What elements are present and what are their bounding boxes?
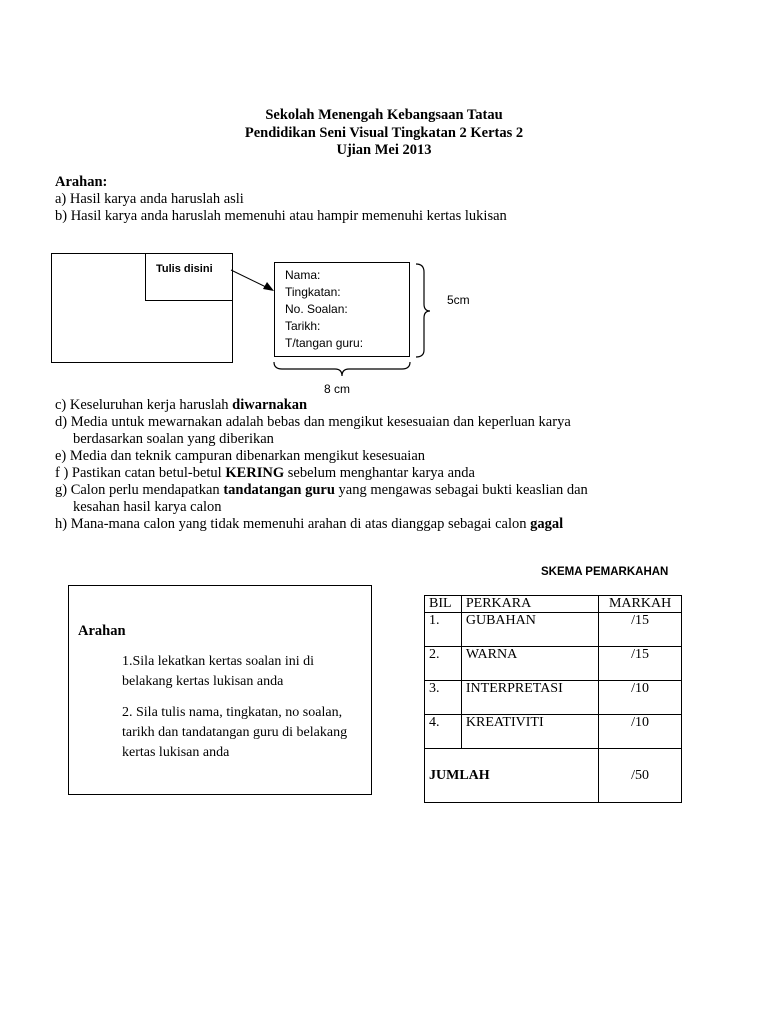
school-name: Sekolah Menengah Kebangsaan Tatau (265, 107, 503, 123)
arahan-item-2: 2. Sila tulis nama, tingkatan, no soalan, tarikh dan tandatangan guru di belakang kertas lukisan anda (122, 705, 348, 760)
row-bil: 3. (425, 681, 462, 715)
height-brace-icon (416, 264, 430, 357)
instruction-d1: d) Media untuk mewarnakan adalah bebas dan mengikut kesesuaian dan keperluan karya (55, 414, 571, 430)
header-markah: MARKAH (599, 596, 682, 613)
exam-title: Ujian Mei 2013 (336, 142, 432, 158)
field-nama: Nama: (285, 268, 321, 282)
instructions-title: Arahan: (55, 174, 108, 190)
instruction-g-text-end: yang mengawas sebagai bukti keaslian dan (334, 482, 588, 498)
instruction-a: a) Hasil karya anda haruslah asli (55, 191, 244, 207)
instruction-f-text: f ) Pastikan catan betul-betul (55, 465, 226, 481)
instruction-c-text: c) Keseluruhan kerja haruslah (55, 397, 233, 413)
arahan-box (68, 585, 372, 795)
tulis-disini-label: Tulis disini (156, 263, 213, 275)
total-label: JUMLAH (425, 749, 599, 803)
total-value: /50 (599, 749, 682, 803)
subject-title: Pendidikan Seni Visual Tingkatan 2 Kertas 2 (244, 125, 524, 141)
instruction-d2: berdasarkan soalan yang diberikan (73, 431, 274, 447)
table-row (425, 681, 682, 715)
field-no-soalan: No. Soalan: (285, 302, 348, 316)
instruction-g (55, 482, 588, 499)
field-ttangan-guru: T/tangan guru: (285, 336, 364, 350)
table-row (425, 647, 682, 681)
row-perkara: GUBAHAN (461, 613, 598, 647)
row-markah: /10 (599, 715, 682, 749)
table-row (425, 715, 682, 749)
instruction-g2: kesahan hasil karya calon (73, 499, 222, 515)
instruction-g-bold: tandatangan guru (223, 482, 335, 498)
arahan-item-1: 1.Sila lekatkan kertas soalan ini di belakang kertas lukisan anda (122, 654, 315, 689)
row-perkara: WARNA (461, 647, 598, 681)
row-bil: 4. (425, 715, 462, 749)
width-brace-icon (274, 362, 410, 376)
skema-title: SKEMA PEMARKAHAN (541, 566, 669, 578)
instruction-h-text: h) Mana-mana calon yang tidak memenuhi arahan di atas dianggap sebagai calon (55, 516, 531, 532)
instruction-g-text: g) Calon perlu mendapatkan (55, 482, 224, 498)
row-bil: 2. (425, 647, 462, 681)
skema-table (424, 595, 682, 803)
instruction-c-bold: diwarnakan (232, 397, 308, 413)
arahan-box-title: Arahan (78, 623, 126, 639)
table-row (425, 613, 682, 647)
field-tarikh: Tarikh: (285, 319, 321, 333)
instruction-e: e) Media dan teknik campuran dibenarkan mengikut kesesuaian (55, 448, 426, 464)
width-label: 8 cm (324, 382, 351, 396)
table-total-row (425, 749, 682, 803)
header-bil: BIL (425, 596, 462, 613)
field-tingkatan: Tingkatan: (285, 285, 341, 299)
header-perkara: PERKARA (461, 596, 598, 613)
instruction-h (55, 516, 563, 533)
instruction-b: b) Hasil karya anda haruslah memenuhi atau hampir memenuhi kertas lukisan (55, 208, 507, 224)
row-markah: /15 (599, 613, 682, 647)
arrow-line (231, 270, 268, 288)
instruction-f-text-end: sebelum menghantar karya anda (284, 465, 475, 481)
row-perkara: KREATIVITI (461, 715, 598, 749)
instruction-c (55, 397, 307, 414)
row-markah: /15 (599, 647, 682, 681)
diagram-lines (0, 0, 768, 420)
arrow-head-icon (263, 282, 274, 291)
row-bil: 1. (425, 613, 462, 647)
instruction-f (55, 465, 475, 482)
row-markah: /10 (599, 681, 682, 715)
label-box (274, 262, 410, 357)
row-perkara: INTERPRETASI (461, 681, 598, 715)
instruction-h-bold: gagal (530, 516, 564, 532)
table-header-row (425, 596, 682, 613)
instruction-f-bold: KERING (225, 465, 285, 481)
height-label: 5cm (447, 293, 470, 307)
